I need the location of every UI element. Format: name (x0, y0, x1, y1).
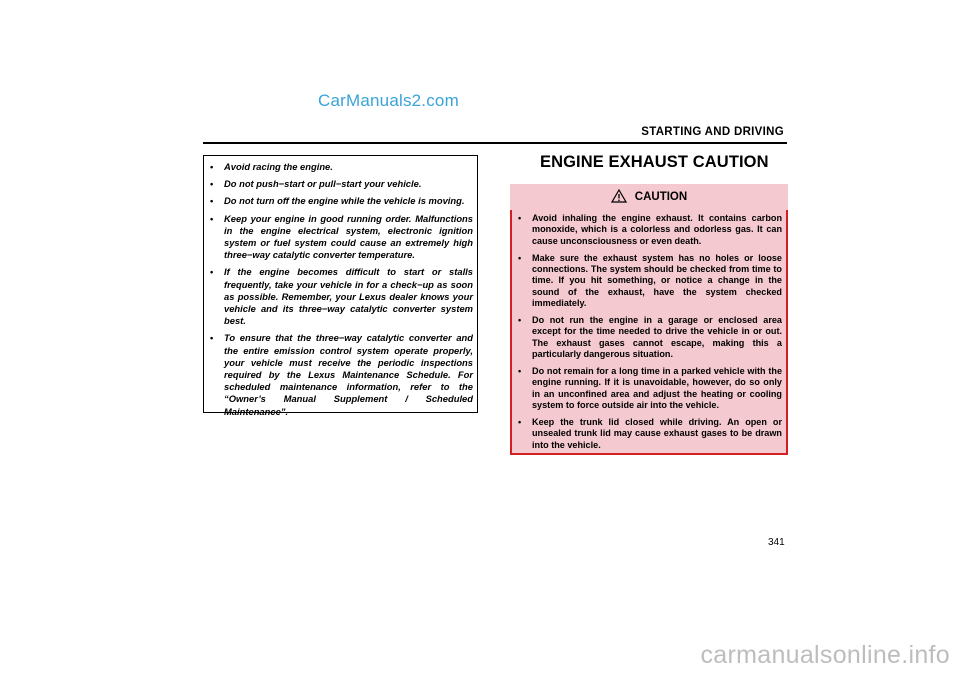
list-item-text: Avoid racing the engine. (224, 161, 333, 172)
left-notice-box (203, 155, 478, 417)
caution-header (510, 184, 788, 210)
list-item (208, 178, 473, 190)
page-number: 341 (768, 537, 785, 548)
caution-label: CAUTION (634, 191, 688, 203)
bullet-dot: • (210, 161, 214, 172)
list-item-text: Do not push−start or pull−start your vehicle. (224, 178, 422, 190)
list-item (208, 195, 473, 207)
list-item (516, 315, 782, 361)
warning-triangle-icon (611, 189, 635, 206)
bullet-dot: • (210, 212, 214, 224)
list-item (516, 366, 782, 412)
list-item-text: Keep your engine in good running order. Malfunctions in the engine electrical system, electronic ignition system or fuel system could cause an extremely high three−way catalytic converter temperature. (224, 212, 473, 261)
bullet-dot: • (518, 315, 522, 326)
bullet-dot: • (210, 178, 214, 190)
caution-list (516, 213, 782, 451)
left-notice-list (208, 161, 473, 418)
list-item (208, 266, 473, 327)
list-item-text: Keep the trunk lid closed while driving. An open or unsealed trunk lid may cause exhaust gases to be drawn into the vehicle. (532, 417, 782, 450)
list-item-text: If the engine becomes difficult to start or stalls frequently, take your vehicle in for a check−up as soon as possible. Remember, your Lexus dealer knows your vehicle and its three−way catalytic converter system best. (224, 266, 473, 327)
list-item-text: Do not remain for a long time in a parked vehicle with the engine running. If it is unavoidable, however, do so only in an unconfined area and adjust the heating or cooling system to force outside air into the vehicle. (532, 366, 782, 411)
bullet-dot: • (518, 366, 522, 377)
caution-box (510, 184, 788, 455)
bullet-dot: • (518, 252, 522, 263)
section-header: STARTING AND DRIVING (641, 126, 784, 138)
caution-body (512, 210, 786, 453)
bullet-dot: • (210, 266, 214, 278)
list-item (516, 417, 782, 451)
list-item-text: Make sure the exhaust system has no holes or loose connections. The system should be checked from time to time. If you hit something, or notice a change in the sound of the exhaust, have the system checked immediately. (532, 252, 782, 309)
watermark-carmanualsonline: carmanualsonline.info (700, 641, 950, 669)
list-item-text: To ensure that the three−way catalytic converter and the entire emission control system operate properly, your vehicle must receive the periodic inspections required by the Lexus Maintenance Schedule. For scheduled maintenance information, refer to the “Owner’s Manual Supplement / Scheduled Maintenance”. (224, 332, 473, 417)
list-item-text: Do not turn off the engine while the vehicle is moving. (224, 195, 465, 207)
header-rule (203, 142, 787, 144)
list-item (516, 253, 782, 310)
list-item (208, 332, 473, 417)
list-item (516, 213, 782, 247)
bullet-dot: • (518, 417, 522, 428)
list-item (208, 213, 473, 262)
section-title: ENGINE EXHAUST CAUTION (540, 153, 769, 171)
watermark-carmanuals2: CarManuals2.com (318, 91, 459, 110)
bullet-dot: • (518, 213, 522, 223)
list-item-text: Do not run the engine in a garage or enclosed area except for the time needed to drive the vehicle in or out. The exhaust gases cannot escape, making this a particularly dangerous situation. (532, 315, 782, 360)
bullet-dot: • (210, 332, 214, 344)
bullet-dot: • (210, 195, 214, 207)
list-item (208, 161, 473, 173)
list-item-text: Avoid inhaling the engine exhaust. It contains carbon monoxide, which is a colorless and odorless gas. It can cause unconsciousness or even death. (532, 213, 782, 246)
